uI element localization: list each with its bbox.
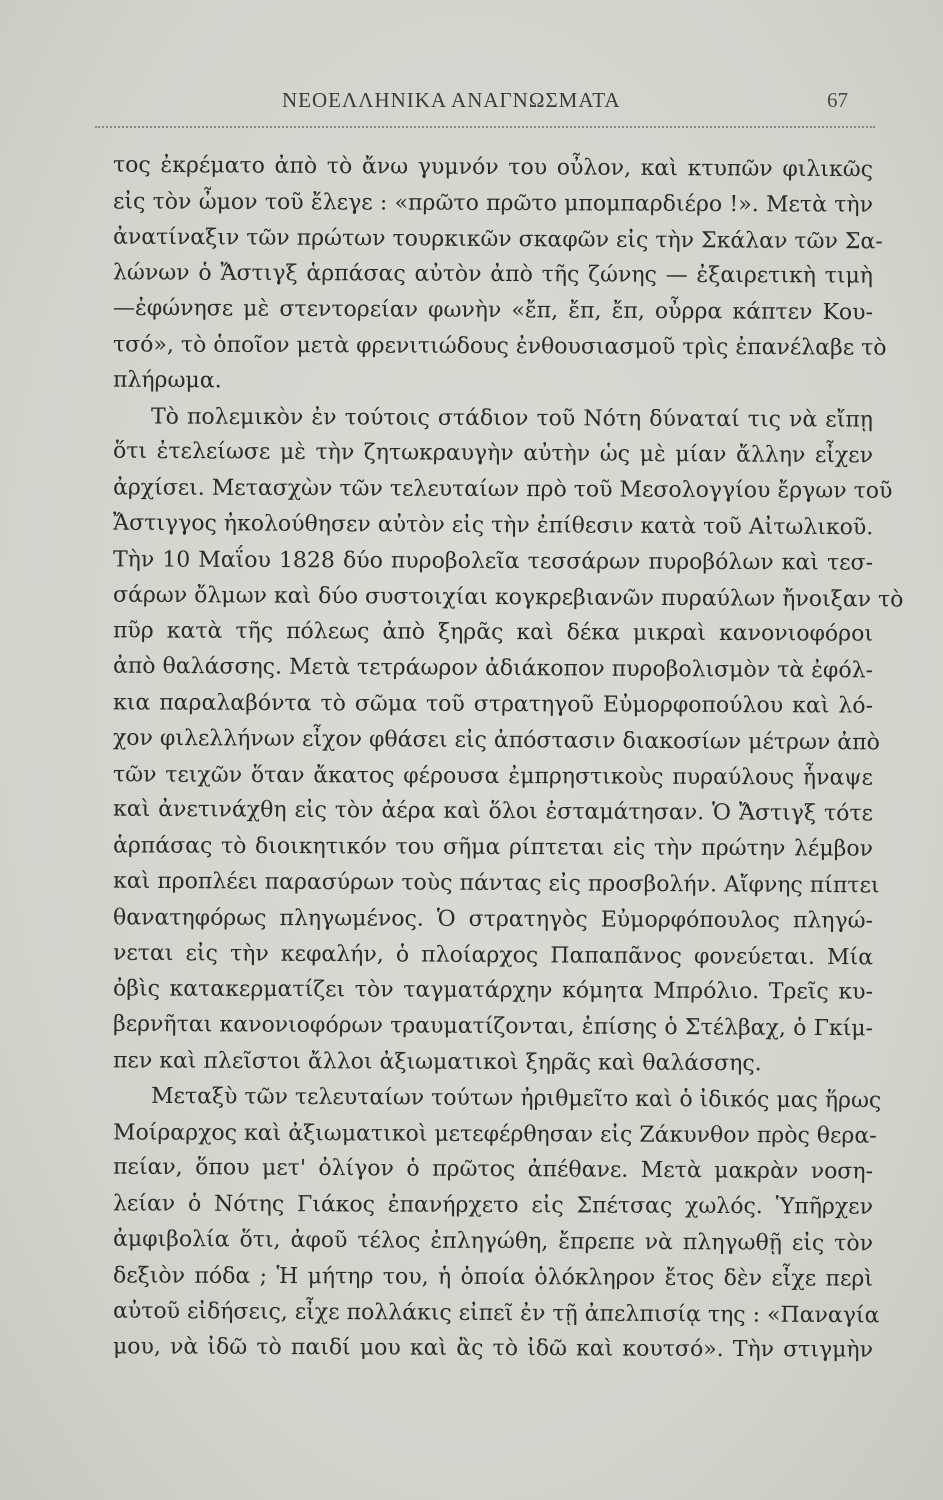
text-line: δεξιὸν πόδα ; Ἡ μήτηρ του, ἡ ὁποία ὁλόκληρον ἔτος δὲν εἶχε περὶ [112,1263,874,1292]
text-line: χον φιλελλήνων εἶχον φθάσει εἰς ἀπόστασιν διακοσίων μέτρων ἀπὸ [112,725,880,756]
text-line: πείαν, ὅπου μετ' ὀλίγον ὁ πρῶτος ἀπέθανε. Μετὰ μακρὰν νοση- [112,1154,874,1185]
text-line: Μοίραρχος καὶ ἀξιωματικοὶ μετεφέρθησαν εἰς Ζάκυνθον πρὸς θερα- [112,1119,877,1149]
text-line: ἀνατίναξιν τῶν πρώτων τουρκικῶν σκαφῶν εἰς τὴν Σκάλαν τῶν Σα- [112,224,883,254]
text-line: Ἄστιγγος ἠκολούθησεν αὐτὸν εἰς τὴν ἐπίθεσιν κατὰ τοῦ Αἰτωλικοῦ. [112,510,874,541]
text-line: πῦρ κατὰ τῆς πόλεως ἀπὸ ξηρᾶς καὶ δέκα μικραὶ κανονιοφόροι [112,618,874,648]
running-head [140,88,870,118]
text-line: νεται εἰς τὴν κεφαλήν, ὁ πλοίαρχος Παπαπᾶνος φονεύεται. Μία [112,940,874,970]
text-line: τσό», τὸ ὁποῖον μετὰ φρενιτιώδους ἐνθουσιασμοῦ τρὶς ἐπανέλαβε τὸ [112,332,887,361]
text-line: τῶν τειχῶν ὅταν ἄκατος φέρουσα ἐμπρηστικοὺς πυραύλους ἧναψε [112,761,874,791]
text-line: ἁρπάσας τὸ διοικητικόν του σῆμα ρίπτεται εἰς τὴν πρώτην λέμβον [112,833,874,862]
text-line: βερνῆται κανονιοφόρων τραυματίζονται, ἐπίσης ὁ Στέλβαχ, ὁ Γκίμ- [112,1011,874,1042]
text-line: Τὴν 10 Μαΐου 1828 δύο πυροβολεῖα τεσσάρων πυροβόλων καὶ τεσ- [112,547,874,576]
text-line: ἀμφιβολία ὅτι, ἀφοῦ τέλος ἐπληγώθη, ἔπρεπε νὰ πληγωθῇ εἰς τὸν [112,1226,874,1257]
text-line: ὅτι ἐτελείωσε μὲ τὴν ζητωκραυγὴν αὐτὴν ὡς μὲ μίαν ἄλλην εἶχεν [112,439,874,469]
text-line: θανατηφόρως πληγωμένος. Ὁ στρατηγὸς Εὐμορφόπουλος πληγώ- [112,905,874,934]
text-line: σάρων ὄλμων καὶ δύο συστοιχίαι κογκρεβιανῶν πυραύλων ἤνοιξαν τὸ [112,582,904,613]
page-number: 67 [827,88,848,112]
text-line: πεν καὶ πλεῖστοι ἄλλοι ἀξιωματικοὶ ξηρᾶς καὶ θαλάσσης. [112,1048,762,1077]
text-line: λώνων ὁ Ἄστιγξ ἁρπάσας αὐτὸν ἀπὸ τῆς ζώνης — ἐξαιρετικὴ τιμὴ [112,260,874,290]
text-line: καὶ ἀνετινάχθη εἰς τὸν ἀέρα καὶ ὅλοι ἐσταμάτησαν. Ὁ Ἄστιγξ τότε [112,797,874,827]
text-line: ἀρχίσει. Μετασχὼν τῶν τελευταίων πρὸ τοῦ Μεσολογγίου ἔργων τοῦ [112,475,893,504]
text-line: Τὸ πολεμικὸν ἐν τούτοις στάδιον τοῦ Νότη δύναταί τις νὰ εἴπῃ [150,404,874,433]
text-line: κια παραλαβόντα τὸ σῶμα τοῦ στρατηγοῦ Εὐμορφοπούλου καὶ λό- [112,690,874,719]
text-line: αὐτοῦ εἰδήσεις, εἶχε πολλάκις εἰπεῖ ἐν τῇ ἀπελπισίᾳ της : «Παναγία [112,1298,880,1328]
text-line: καὶ προπλέει παρασύρων τοὺς πάντας εἰς προσβολήν. Αἴφνης πίπτει [112,868,880,899]
header-rule [95,126,875,128]
text-line: λείαν ὁ Νότης Γιάκος ἐπανήρχετο εἰς Σπέτσας χωλός. Ὑπῆρχεν [112,1191,874,1220]
text-line: ἀπὸ θαλάσσης. Μετὰ τετράωρον ἀδιάκοπον πυροβολισμὸν τὰ ἐφόλ- [112,653,874,684]
text-line: μου, νὰ ἰδῶ τὸ παιδί μου καὶ ἂς τὸ ἰδῶ καὶ κουτσό». Τὴν στιγμὴν [112,1334,874,1363]
running-title: ΝΕΟΕΛΛΗΝΙΚΑ ΑΝΑΓΝΩΣΜΑΤΑ [282,88,621,112]
text-line: πλήρωμα. [112,367,222,394]
text-line: τος ἐκρέματο ἀπὸ τὸ ἄνω γυμνόν του οὖλον, καὶ κτυπῶν φιλικῶς [112,152,874,183]
text-line: εἰς τὸν ὦμον τοῦ ἔλεγε : «πρῶτο πρῶτο μπομπαρδιέρο !». Μετὰ τὴν [112,189,874,218]
text-line: Μεταξὺ τῶν τελευταίων τούτων ἠριθμεῖτο καὶ ὁ ἰδικός μας ἥρως [150,1083,882,1114]
body-text [112,150,904,1367]
text-line: —ἐφώνησε μὲ στεντορείαν φωνὴν «ἔπ, ἔπ, ἔπ, οὖρρα κάπτεν Κου- [112,295,874,326]
text-line: ὀβὶς κατακερματίζει τὸν ταγματάρχην κόμητα Μπρόλιο. Τρεῖς κυ- [112,976,874,1005]
